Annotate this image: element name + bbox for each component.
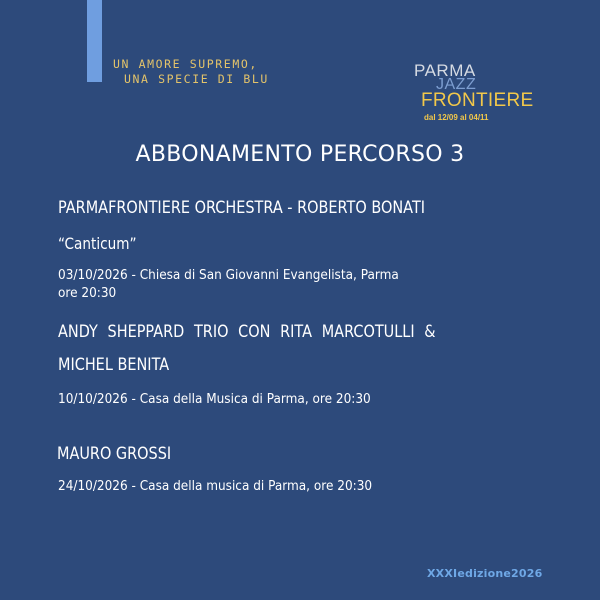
logo-dates: dal 12/09 al 04/11 bbox=[424, 113, 489, 122]
event-3-date-venue: 24/10/2026 - Casa della musica di Parma, ore 20:30 bbox=[58, 479, 373, 494]
logo-word-jazz: JAZZ bbox=[436, 76, 477, 93]
event-2-date-venue: 10/10/2026 - Casa della Musica di Parma, ore 20:30 bbox=[58, 392, 371, 407]
event-3-artist: MAURO GROSSI bbox=[57, 444, 172, 464]
tagline-line-2: UNA SPECIE DI BLU bbox=[124, 72, 269, 86]
event-1-time: ore 20:30 bbox=[58, 286, 117, 301]
event-2-artist-line-1: ANDY SHEPPARD TRIO CON RITA MARCOTULLI & bbox=[58, 322, 436, 342]
logo-word-frontiere: FRONTIERE bbox=[421, 90, 534, 111]
logo-word-parma: PARMA bbox=[414, 61, 476, 80]
tagline-line-1: UN AMORE SUPREMO, bbox=[113, 57, 258, 71]
event-1-artist: PARMAFRONTIERE ORCHESTRA - ROBERTO BONATI bbox=[58, 198, 426, 218]
event-2-artist-line-2: MICHEL BENITA bbox=[58, 355, 170, 375]
accent-bar bbox=[87, 0, 102, 82]
edition-hashtag: XXXIedizione2026 bbox=[427, 567, 543, 580]
event-1-date-venue: 03/10/2026 - Chiesa di San Giovanni Evangelista, Parma bbox=[58, 268, 399, 283]
page-title: ABBONAMENTO PERCORSO 3 bbox=[135, 142, 465, 167]
event-1-subtitle: “Canticum” bbox=[58, 234, 137, 253]
